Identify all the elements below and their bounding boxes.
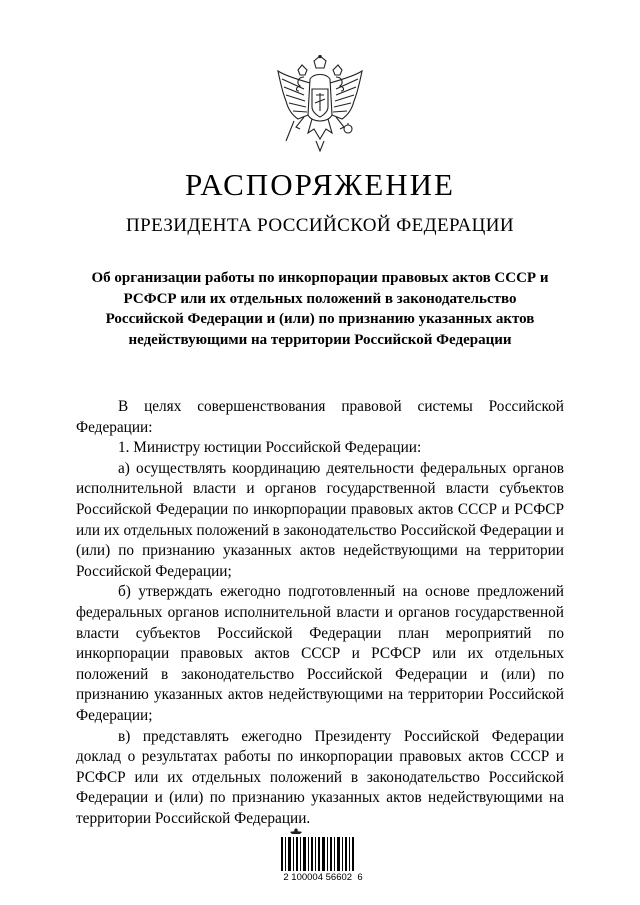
document-type-heading: РАСПОРЯЖЕНИЕ [185,167,455,202]
document-body [76,397,564,829]
document-title: Об организации работы по инкорпорации правовых актов СССР и РСФСР или их отдельных положений в законодательство Российской Федерации и (или) по признанию указанных актов недействующими на территории Российской Федерации [91,270,549,348]
paragraph-item-1: 1. Министру юстиции Российской Федерации: [118,439,422,457]
document-authority-heading: ПРЕЗИДЕНТА РОССИЙСКОЙ ФЕДЕРАЦИИ [126,215,514,236]
paragraph-intro: В целях совершенствования правовой системы Российской Федерации: [76,398,564,436]
printing-house-mark-icon [278,828,358,878]
barcode-icon [281,837,354,871]
paragraph-item-1-a: а) осуществлять координацию деятельности федеральных органов исполнительной власти и органов государственной власти субъектов Российской Федерации по инкорпорации правовых актов СССР и РСФСР или их отдельных положений в законодательство Российской Федерации и (или) по признанию указанных актов недействующими на территории Российской Федерации; [76,459,564,580]
coat-of-arms-russia-icon [274,55,366,155]
paragraph-item-1-c: в) представлять ежегодно Президенту Российской Федерации доклад о результатах работы по инкорпорации правовых актов СССР и РСФСР или их отдельных положений в законодательство Российской Федерации и (или) по признанию указанных актов недействующими на территории Российской Федерации. [76,727,564,827]
paragraph-item-1-b: б) утверждать ежегодно подготовленный на основе предложений федеральных органов исполнительной власти и органов государственной власти субъектов Российской Федерации план мероприятий по инкорпорации правовых актов СССР и РСФСР или их отдельных положений в законодательство Российской Федерации и (или) по признанию указанных актов недействующими на территории Российской Федерации; [76,583,564,724]
barcode-number: 2 100004 56602 6 [283,872,363,883]
